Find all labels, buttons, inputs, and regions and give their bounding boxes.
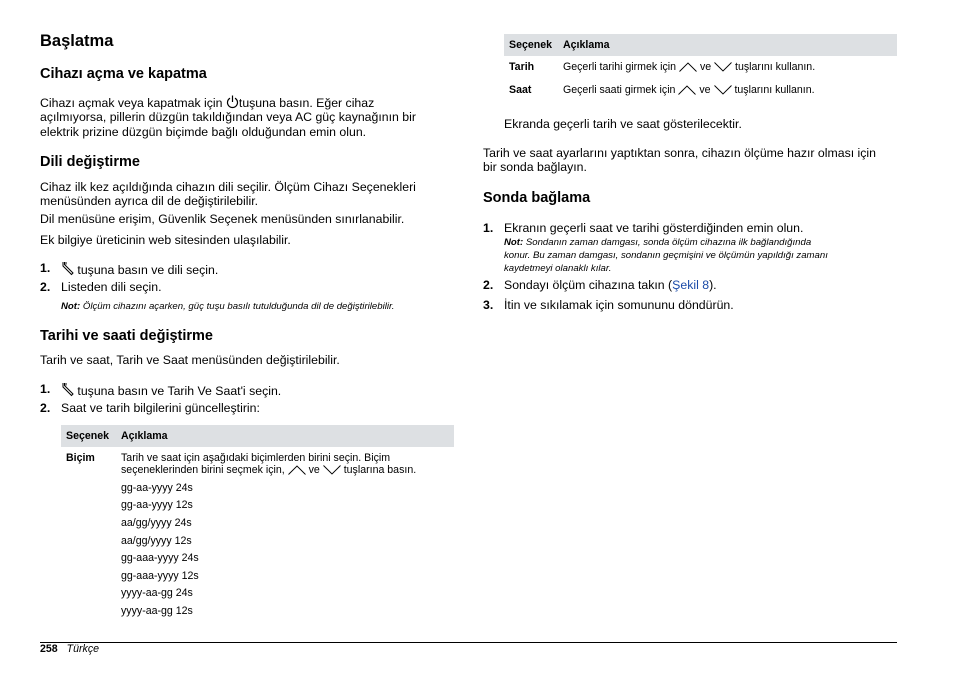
up-arrow-key-icon <box>678 85 696 95</box>
desc-text: tuşlarını kullanın. <box>735 61 816 73</box>
desc-text: Geçerli tarihi girmek için <box>563 61 677 73</box>
section-title-language: Dili değiştirme <box>40 154 140 170</box>
up-arrow-key-icon <box>679 62 697 72</box>
footer <box>40 643 99 655</box>
format-option: aa/gg/yyyy 24s <box>121 517 192 529</box>
desc-text: ve <box>699 61 712 73</box>
desc-text: ve <box>699 84 711 96</box>
step-label: tuşuna basın ve dili seçin. <box>77 263 219 277</box>
date-time-paragraph: Tarih ve saat, Tarih ve Saat menüsünden değiştirilebilir. <box>40 353 340 367</box>
format-option: gg-aaa-yyyy 24s <box>121 552 199 564</box>
probe-note-line1 <box>504 236 811 249</box>
step-label: tuşuna basın ve Tarih Ve Saat'i seçin. <box>77 384 282 398</box>
row-desc-date <box>563 61 815 73</box>
step-text: İtin ve sıkılamak için somununu döndürün. <box>504 298 734 312</box>
date-time-table <box>504 34 897 104</box>
language-paragraph-1-line1: Cihaz ilk kez açıldığında cihazın dili seçilir. Ölçüm Cihazı Seçenekleri <box>40 180 416 194</box>
step-number: 1. <box>40 382 51 396</box>
note-text: Ölçüm cihazını açarken, güç tuşu basılı tutulduğunda dil de değiştirilebilir. <box>82 301 395 312</box>
step-number: 1. <box>483 221 494 235</box>
power-text-b: tuşuna basın. Eğer cihaz <box>238 96 375 110</box>
header-option: Seçenek <box>509 39 552 51</box>
section-title-power: Cihazı açma ve kapatma <box>40 66 207 82</box>
row-label-date: Tarih <box>509 61 535 73</box>
desc-text: ve <box>308 464 320 476</box>
connect-probe-paragraph-line1: Tarih ve saat ayarlarını yaptıktan sonra, cihazın ölçüme hazır olması için <box>483 146 876 160</box>
step-text-a: Sondayı ölçüm cihazına takın ( <box>504 278 673 292</box>
row-desc-time <box>563 84 815 96</box>
format-option: yyyy-aa-gg 24s <box>121 587 193 599</box>
footer-divider <box>40 642 897 643</box>
format-option: aa/gg/yyyy 12s <box>121 535 192 547</box>
format-option: gg-aa-yyyy 12s <box>121 499 193 511</box>
row-label-time: Saat <box>509 84 532 96</box>
note-label: Not: <box>504 237 524 248</box>
step-text: Saat ve tarih bilgilerini güncelleştirin: <box>61 401 260 415</box>
row-desc-line1: Tarih ve saat için aşağıdaki biçimlerden birini seçin. Biçim <box>121 452 391 464</box>
desc-text: tuşlarına basın. <box>343 464 417 476</box>
step-number: 2. <box>40 280 51 294</box>
step-text <box>61 382 281 399</box>
header-description: Açıklama <box>121 430 168 442</box>
format-table <box>61 425 454 625</box>
step-text <box>504 278 717 293</box>
header-option: Seçenek <box>66 430 109 442</box>
probe-note-line2: konur. Bu zaman damgası, sondanın geçmişini ve ölçümün yapıldığı zamanı <box>504 250 828 261</box>
format-option: gg-aaa-yyyy 12s <box>121 570 199 582</box>
figure-8-link[interactable]: Şekil 8 <box>672 278 710 292</box>
power-paragraph-line3: elektrik prizine düzgün biçimde bağlı olduğundan emin olun. <box>40 125 367 139</box>
wrench-menu-icon <box>61 261 74 276</box>
footer-language: Türkçe <box>66 643 100 655</box>
language-paragraph-3: Ek bilgiye üreticinin web sitesinden ulaşılabilir. <box>40 233 291 247</box>
power-paragraph-line2: açılmıyorsa, pillerin düzgün takıldığından veya AC güç kaynağının bir <box>40 110 416 124</box>
row-label-format: Biçim <box>66 452 95 464</box>
power-text-a: Cihazı açmak veya kapatmak için <box>40 96 223 110</box>
note-text: Sondanın zaman damgası, sonda ölçüm cihazına ilk bağlandığında <box>525 237 812 248</box>
power-icon <box>226 95 239 109</box>
language-paragraph-2: Dil menüsüne erişim, Güvenlik Seçenek menüsünden sınırlanabilir. <box>40 212 405 226</box>
note-label: Not: <box>61 301 81 312</box>
step-text-b: ). <box>709 278 717 292</box>
step-number: 3. <box>483 298 494 312</box>
language-paragraph-1-line2: menüsünden ayrıca dil de değiştirilebilir. <box>40 194 259 208</box>
header-description: Açıklama <box>563 39 610 51</box>
language-note <box>61 300 394 313</box>
desc-text: tuşlarını kullanın. <box>734 84 815 96</box>
format-option: yyyy-aa-gg 12s <box>121 605 193 617</box>
page-number: 258 <box>40 643 58 655</box>
page-title: Başlatma <box>40 32 114 50</box>
desc-text: seçeneklerinden birini seçmek için, <box>121 464 285 476</box>
power-paragraph-line1 <box>40 95 374 111</box>
step-number: 2. <box>483 278 494 292</box>
up-arrow-key-icon <box>288 465 306 475</box>
format-option: gg-aa-yyyy 24s <box>121 482 193 494</box>
table-header <box>504 34 897 56</box>
down-arrow-key-icon <box>714 85 732 95</box>
step-number: 2. <box>40 401 51 415</box>
down-arrow-key-icon <box>714 62 732 72</box>
connect-probe-paragraph-line2: bir sonda bağlayın. <box>483 160 587 174</box>
section-title-connect-probe: Sonda bağlama <box>483 190 591 206</box>
step-text <box>61 261 218 278</box>
row-desc-line2 <box>121 464 416 476</box>
date-time-shown-paragraph: Ekranda geçerli tarih ve saat gösterilecektir. <box>504 117 742 131</box>
desc-text: Geçerli saati girmek için <box>563 84 676 96</box>
step-text: Ekranın geçerli saat ve tarihi gösterdiğinden emin olun. <box>504 221 804 235</box>
down-arrow-key-icon <box>323 465 341 475</box>
probe-note-line3: kaydetmeyi olanaklı kılar. <box>504 263 612 274</box>
wrench-menu-icon <box>61 382 74 397</box>
table-header <box>61 425 454 447</box>
step-text: Listeden dili seçin. <box>61 280 162 294</box>
step-number: 1. <box>40 261 51 275</box>
section-title-date-time: Tarihi ve saati değiştirme <box>40 328 213 344</box>
